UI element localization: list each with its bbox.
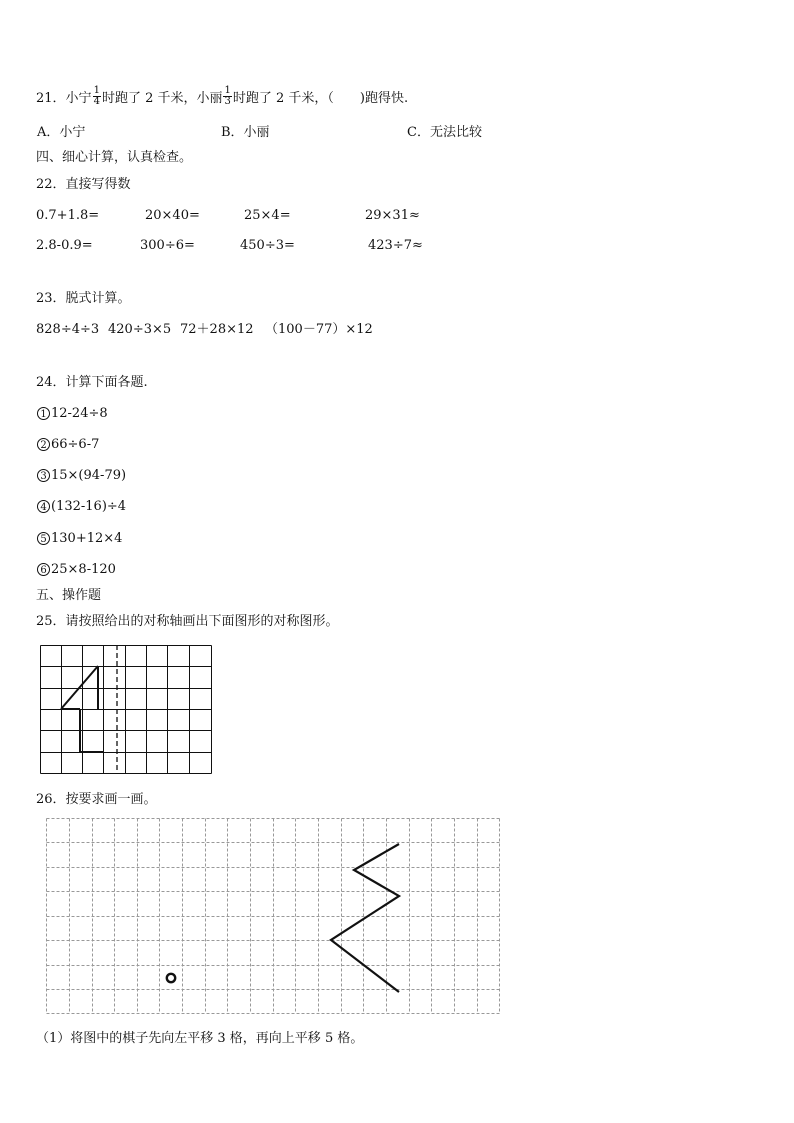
q23-item-1: 828÷4÷3 (36, 322, 100, 337)
q21-fraction-2 (223, 86, 231, 107)
section-5-heading: 五、操作题 (36, 588, 102, 603)
q21-text-part1: 小宁 (65, 91, 92, 106)
q24-item-6 (37, 563, 116, 576)
q21-stem (36, 85, 409, 109)
circled-number-icon: 4 (37, 500, 50, 513)
q21-frac1-numerator: 1 (93, 85, 100, 96)
q24-item-expr: 25×8-120 (51, 562, 116, 577)
q24-item-expr: (132-16)÷4 (51, 499, 127, 514)
grid-lines (47, 819, 500, 1014)
q22-r1-c3: 25×4= (244, 208, 291, 223)
q22-r1-c1: 0.7+1.8= (36, 208, 100, 223)
q24-item-expr: 66÷6-7 (51, 437, 100, 452)
q21-option-c: C．无法比较 (407, 125, 482, 140)
q24-item-expr: 15×(94-79) (51, 468, 127, 483)
q23-item-2: 420÷3×5 (108, 322, 172, 337)
q22-r2-c1: 2.8-0.9= (36, 238, 93, 253)
q22-title: 22．直接写得数 (36, 177, 131, 192)
q23-item-4: （100－77）×12 (265, 322, 373, 337)
q24-item-2 (37, 438, 99, 451)
circled-number-icon: 2 (37, 438, 50, 451)
q21-frac2-numerator: 1 (224, 85, 231, 96)
q23-item-3: 72＋28×12 (180, 322, 254, 337)
q24-item-1 (37, 407, 108, 420)
q22-r2-c4: 423÷7≈ (368, 238, 423, 253)
q22-r1-c2: 20×40= (145, 208, 200, 223)
q24-title: 24．计算下面各题. (36, 375, 148, 390)
q21-fraction-1 (93, 86, 101, 107)
q25-title: 25．请按照给出的对称轴画出下面图形的对称图形。 (36, 614, 339, 629)
circled-number-icon: 6 (37, 563, 50, 576)
q23-title: 23．脱式计算。 (36, 291, 131, 306)
q21-option-a: A．小宁 (37, 125, 86, 140)
q26-title: 26．按要求画一画。 (36, 792, 157, 807)
circled-number-icon: 1 (37, 407, 50, 420)
q21-option-b: B．小丽 (221, 125, 270, 140)
q21-frac1-denominator: 4 (93, 96, 100, 107)
q26-drawing-grid (46, 818, 502, 1016)
q24-item-4 (37, 500, 126, 513)
circled-number-icon: 3 (37, 469, 50, 482)
q22-r1-c4: 29×31≈ (365, 208, 420, 223)
q25-symmetry-grid (40, 645, 214, 777)
q21-number: 21． (36, 91, 66, 106)
q24-item-3 (37, 469, 126, 482)
q22-r2-c2: 300÷6= (140, 238, 195, 253)
section-4-heading: 四、细心计算，认真检查。 (36, 150, 193, 165)
q24-item-5 (37, 532, 122, 545)
q21-text-part3: 时跑了 2 千米，（ )跑得快. (232, 91, 409, 106)
q24-item-expr: 130+12×4 (51, 531, 123, 546)
circled-number-icon: 5 (37, 532, 50, 545)
chess-piece-icon (167, 974, 175, 982)
q21-frac2-denominator: 3 (224, 96, 231, 107)
q24-item-expr: 12-24÷8 (51, 406, 108, 421)
q26-instruction-1: （1）将图中的棋子先向左平移 3 格，再向上平移 5 格。 (36, 1031, 364, 1046)
q21-text-part2: 时跑了 2 千米，小丽 (101, 91, 223, 106)
q22-r2-c3: 450÷3= (240, 238, 295, 253)
